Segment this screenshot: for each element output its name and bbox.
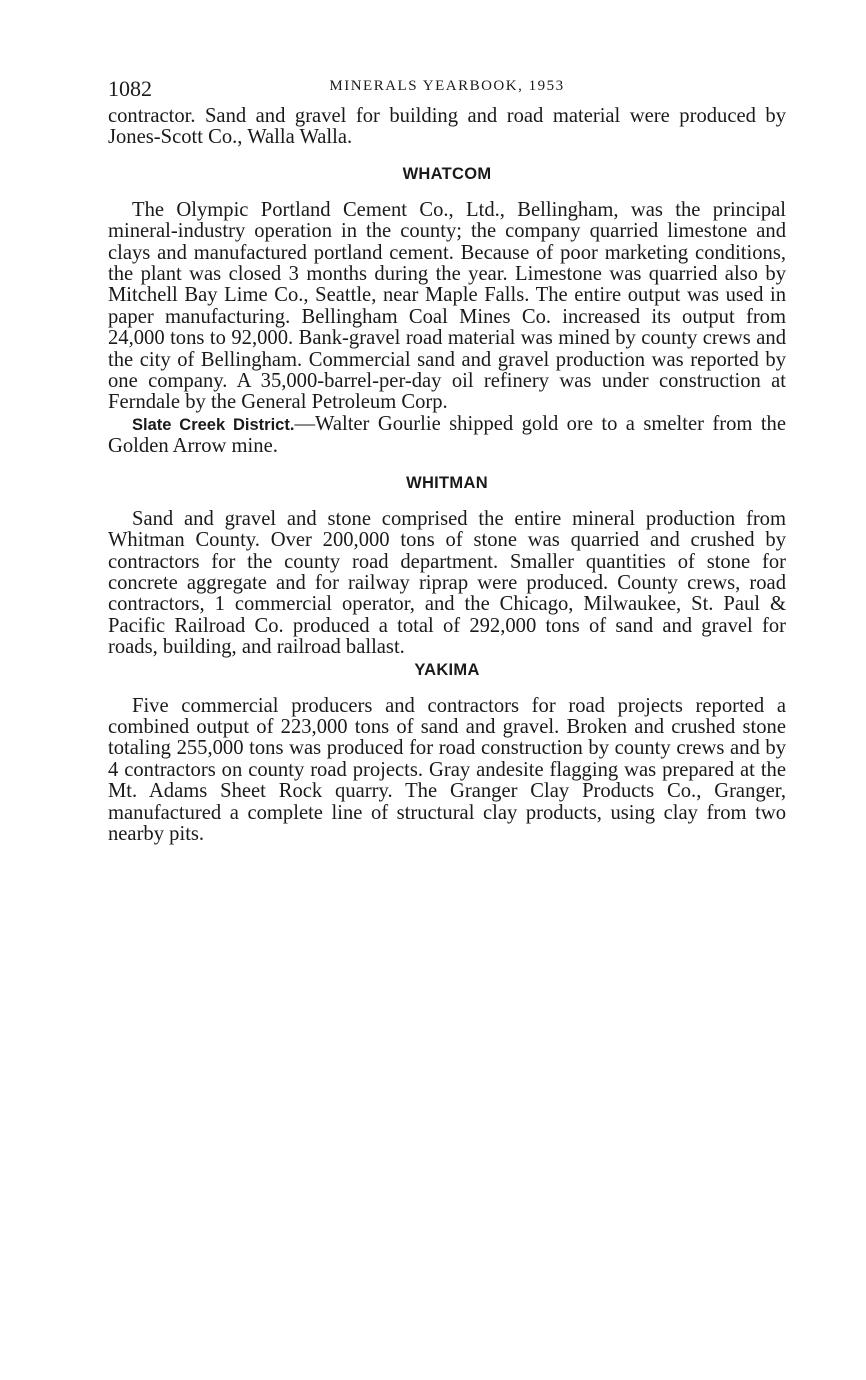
slate-creek-subheading: Slate Creek District. [132, 415, 295, 434]
whatcom-paragraph: The Olympic Portland Cement Co., Ltd., Bellingham, was the principal mineral-industry operation in the county; the company quarried limestone and clays and manufactured portland cement. Because of poor marketing conditions, the plant was closed 3 months during the year. Limestone was quarried also by Mitchell Bay Lime Co., Seattle, near Maple Falls. The entire output was used in paper manufacturing. Bellingham Coal Mines Co. increased its output from 24,000 tons to 92,000. Bank-gravel road material was mined by county crews and the city of Bellingham. Commercial sand and gravel production was reported by one company. A 35,000-barrel-per-day oil refinery was under construction at Ferndale by the General Petroleum Corp. [108, 198, 786, 414]
running-header [108, 72, 786, 106]
intro-paragraph: contractor. Sand and gravel for building and road material were produced by Jones-Scott Co., Walla Walla. [108, 105, 786, 149]
section-heading-yakima: YAKIMA [414, 660, 480, 679]
section-heading-whitman: WHITMAN [406, 473, 488, 492]
slate-creek-paragraph [108, 414, 786, 458]
whitman-paragraph: Sand and gravel and stone comprised the entire mineral production from Whitman County. Over 200,000 tons of stone was quarried and crushed by contractors for the county road department. Smaller quantities of stone for concrete aggregate and for railway riprap were produced. County crews, road contractors, 1 commercial operator, and the Chicago, Milwaukee, St. Paul & Pacific Railroad Co. produced a total of 292,000 tons of sand and gravel for roads, building, and railroad ballast. [108, 507, 786, 659]
slate-creek-text: —Walter Gourlie shipped gold ore to a smelter from the Golden Arrow mine. [108, 412, 786, 458]
document-page [108, 72, 786, 845]
section-heading-whatcom: WHATCOM [402, 164, 492, 183]
yakima-paragraph: Five commercial producers and contractors for road projects reported a combined output of 223,000 tons of sand and gravel. Broken and crushed stone totaling 255,000 tons was produced for road construction by county crews and by 4 contractors on county road projects. Gray andesite flagging was prepared at the Mt. Adams Sheet Rock quarry. The Granger Clay Products Co., Granger, manufactured a complete line of structural clay products, using clay from two nearby pits. [108, 694, 786, 845]
page-number: 1082 [108, 76, 152, 101]
running-title: MINERALS YEARBOOK, 1953 [329, 78, 565, 94]
